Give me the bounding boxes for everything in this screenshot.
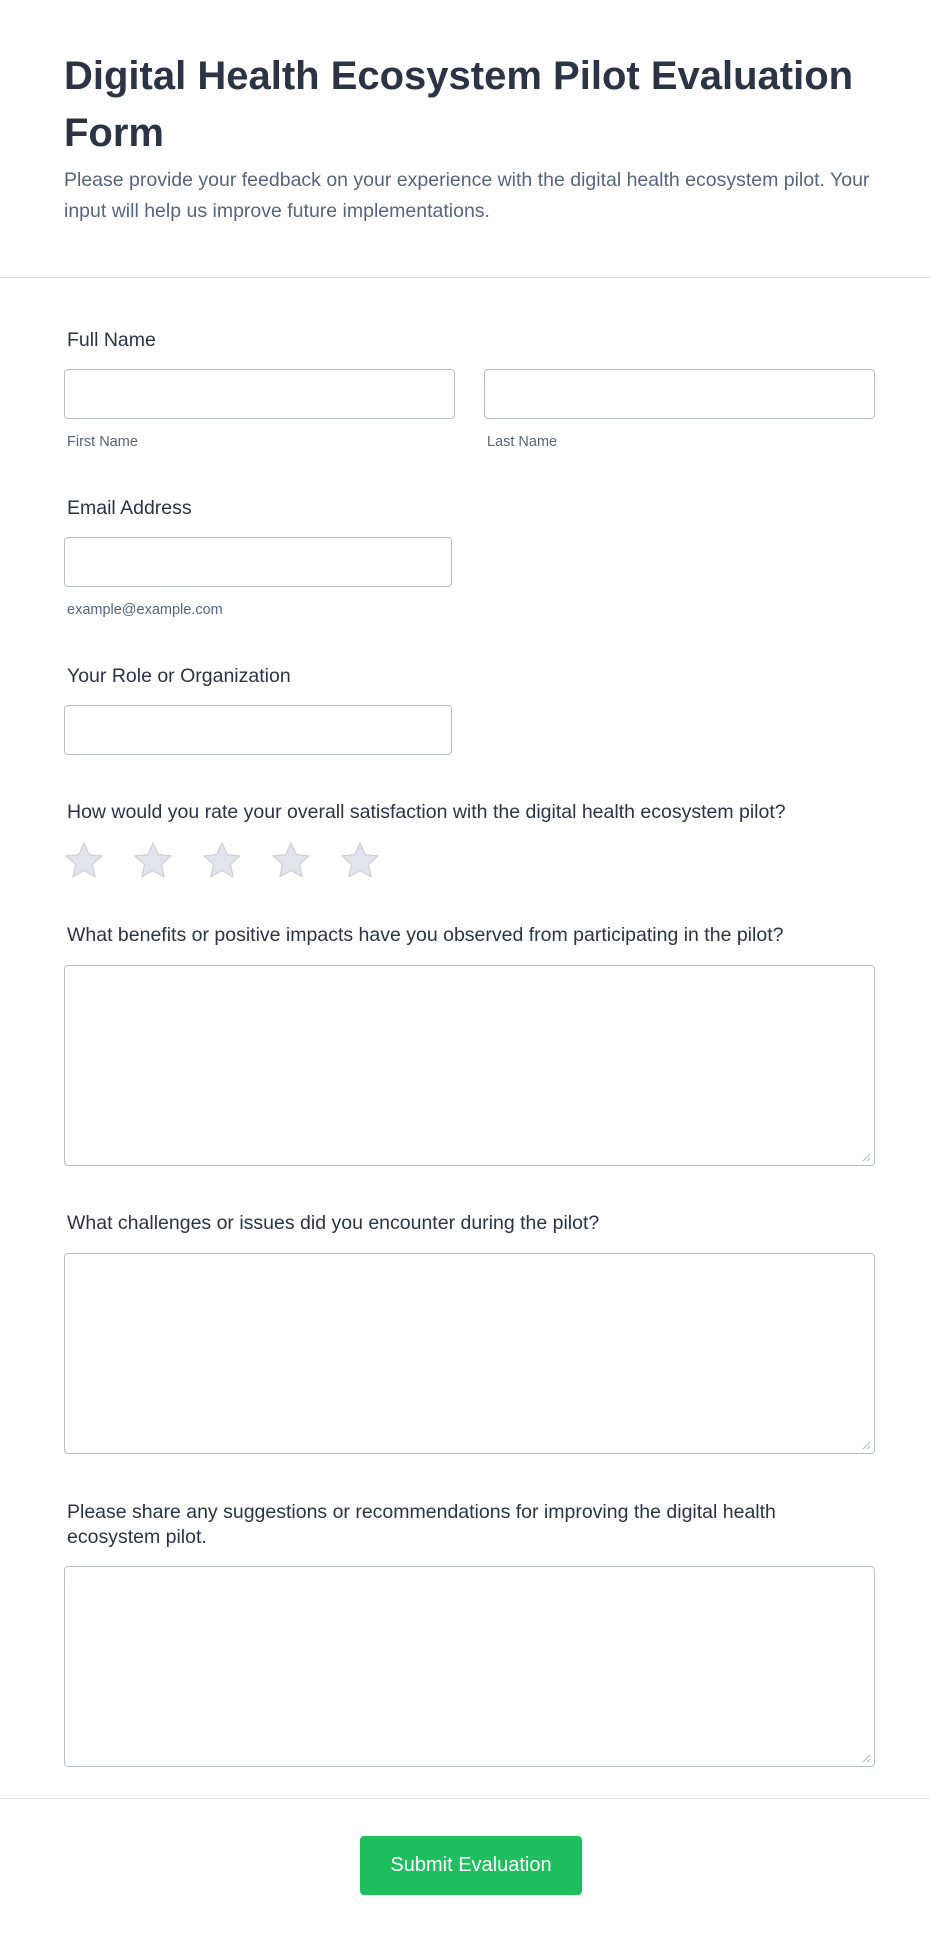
star-5-icon[interactable] <box>340 841 380 881</box>
star-2-icon[interactable] <box>133 841 173 881</box>
form-footer <box>0 1798 930 1945</box>
email-sublabel: example@example.com <box>67 602 223 618</box>
submit-evaluation-button[interactable]: Submit Evaluation <box>360 1836 582 1895</box>
last-name-input[interactable] <box>484 369 875 419</box>
challenges-textarea[interactable] <box>64 1253 875 1454</box>
email-label: Email Address <box>67 497 192 519</box>
role-input[interactable] <box>64 705 452 755</box>
form-title: Digital Health Ecosystem Pilot Evaluation Form <box>64 54 854 155</box>
role-label: Your Role or Organization <box>67 665 291 687</box>
benefits-label: What benefits or positive impacts have you observed from participating in the pilot? <box>67 924 784 946</box>
satisfaction-label: How would you rate your overall satisfaction with the digital health ecosystem pilot? <box>67 801 786 823</box>
benefits-textarea[interactable] <box>64 965 875 1166</box>
resize-grip-icon[interactable] <box>861 1152 871 1162</box>
star-1-icon[interactable] <box>64 841 104 881</box>
form-subtitle: Please provide your feedback on your experience with the digital health ecosystem pilot. Your input will help us improve future implementations. <box>64 169 870 222</box>
star-4-icon[interactable] <box>271 841 311 881</box>
full-name-label: Full Name <box>67 329 156 351</box>
resize-grip-icon[interactable] <box>861 1440 871 1450</box>
suggestions-label-line1: Please share any suggestions or recommendations for improving the digital health <box>67 1501 776 1523</box>
resize-grip-icon[interactable] <box>861 1753 871 1763</box>
email-input[interactable] <box>64 537 452 587</box>
form-header <box>0 0 930 278</box>
suggestions-textarea[interactable] <box>64 1566 875 1767</box>
suggestions-label-line2: ecosystem pilot. <box>67 1526 207 1548</box>
last-name-sublabel: Last Name <box>487 434 558 450</box>
star-3-icon[interactable] <box>202 841 242 881</box>
challenges-label: What challenges or issues did you encounter during the pilot? <box>67 1212 600 1234</box>
first-name-sublabel: First Name <box>67 434 138 450</box>
first-name-input[interactable] <box>64 369 455 419</box>
